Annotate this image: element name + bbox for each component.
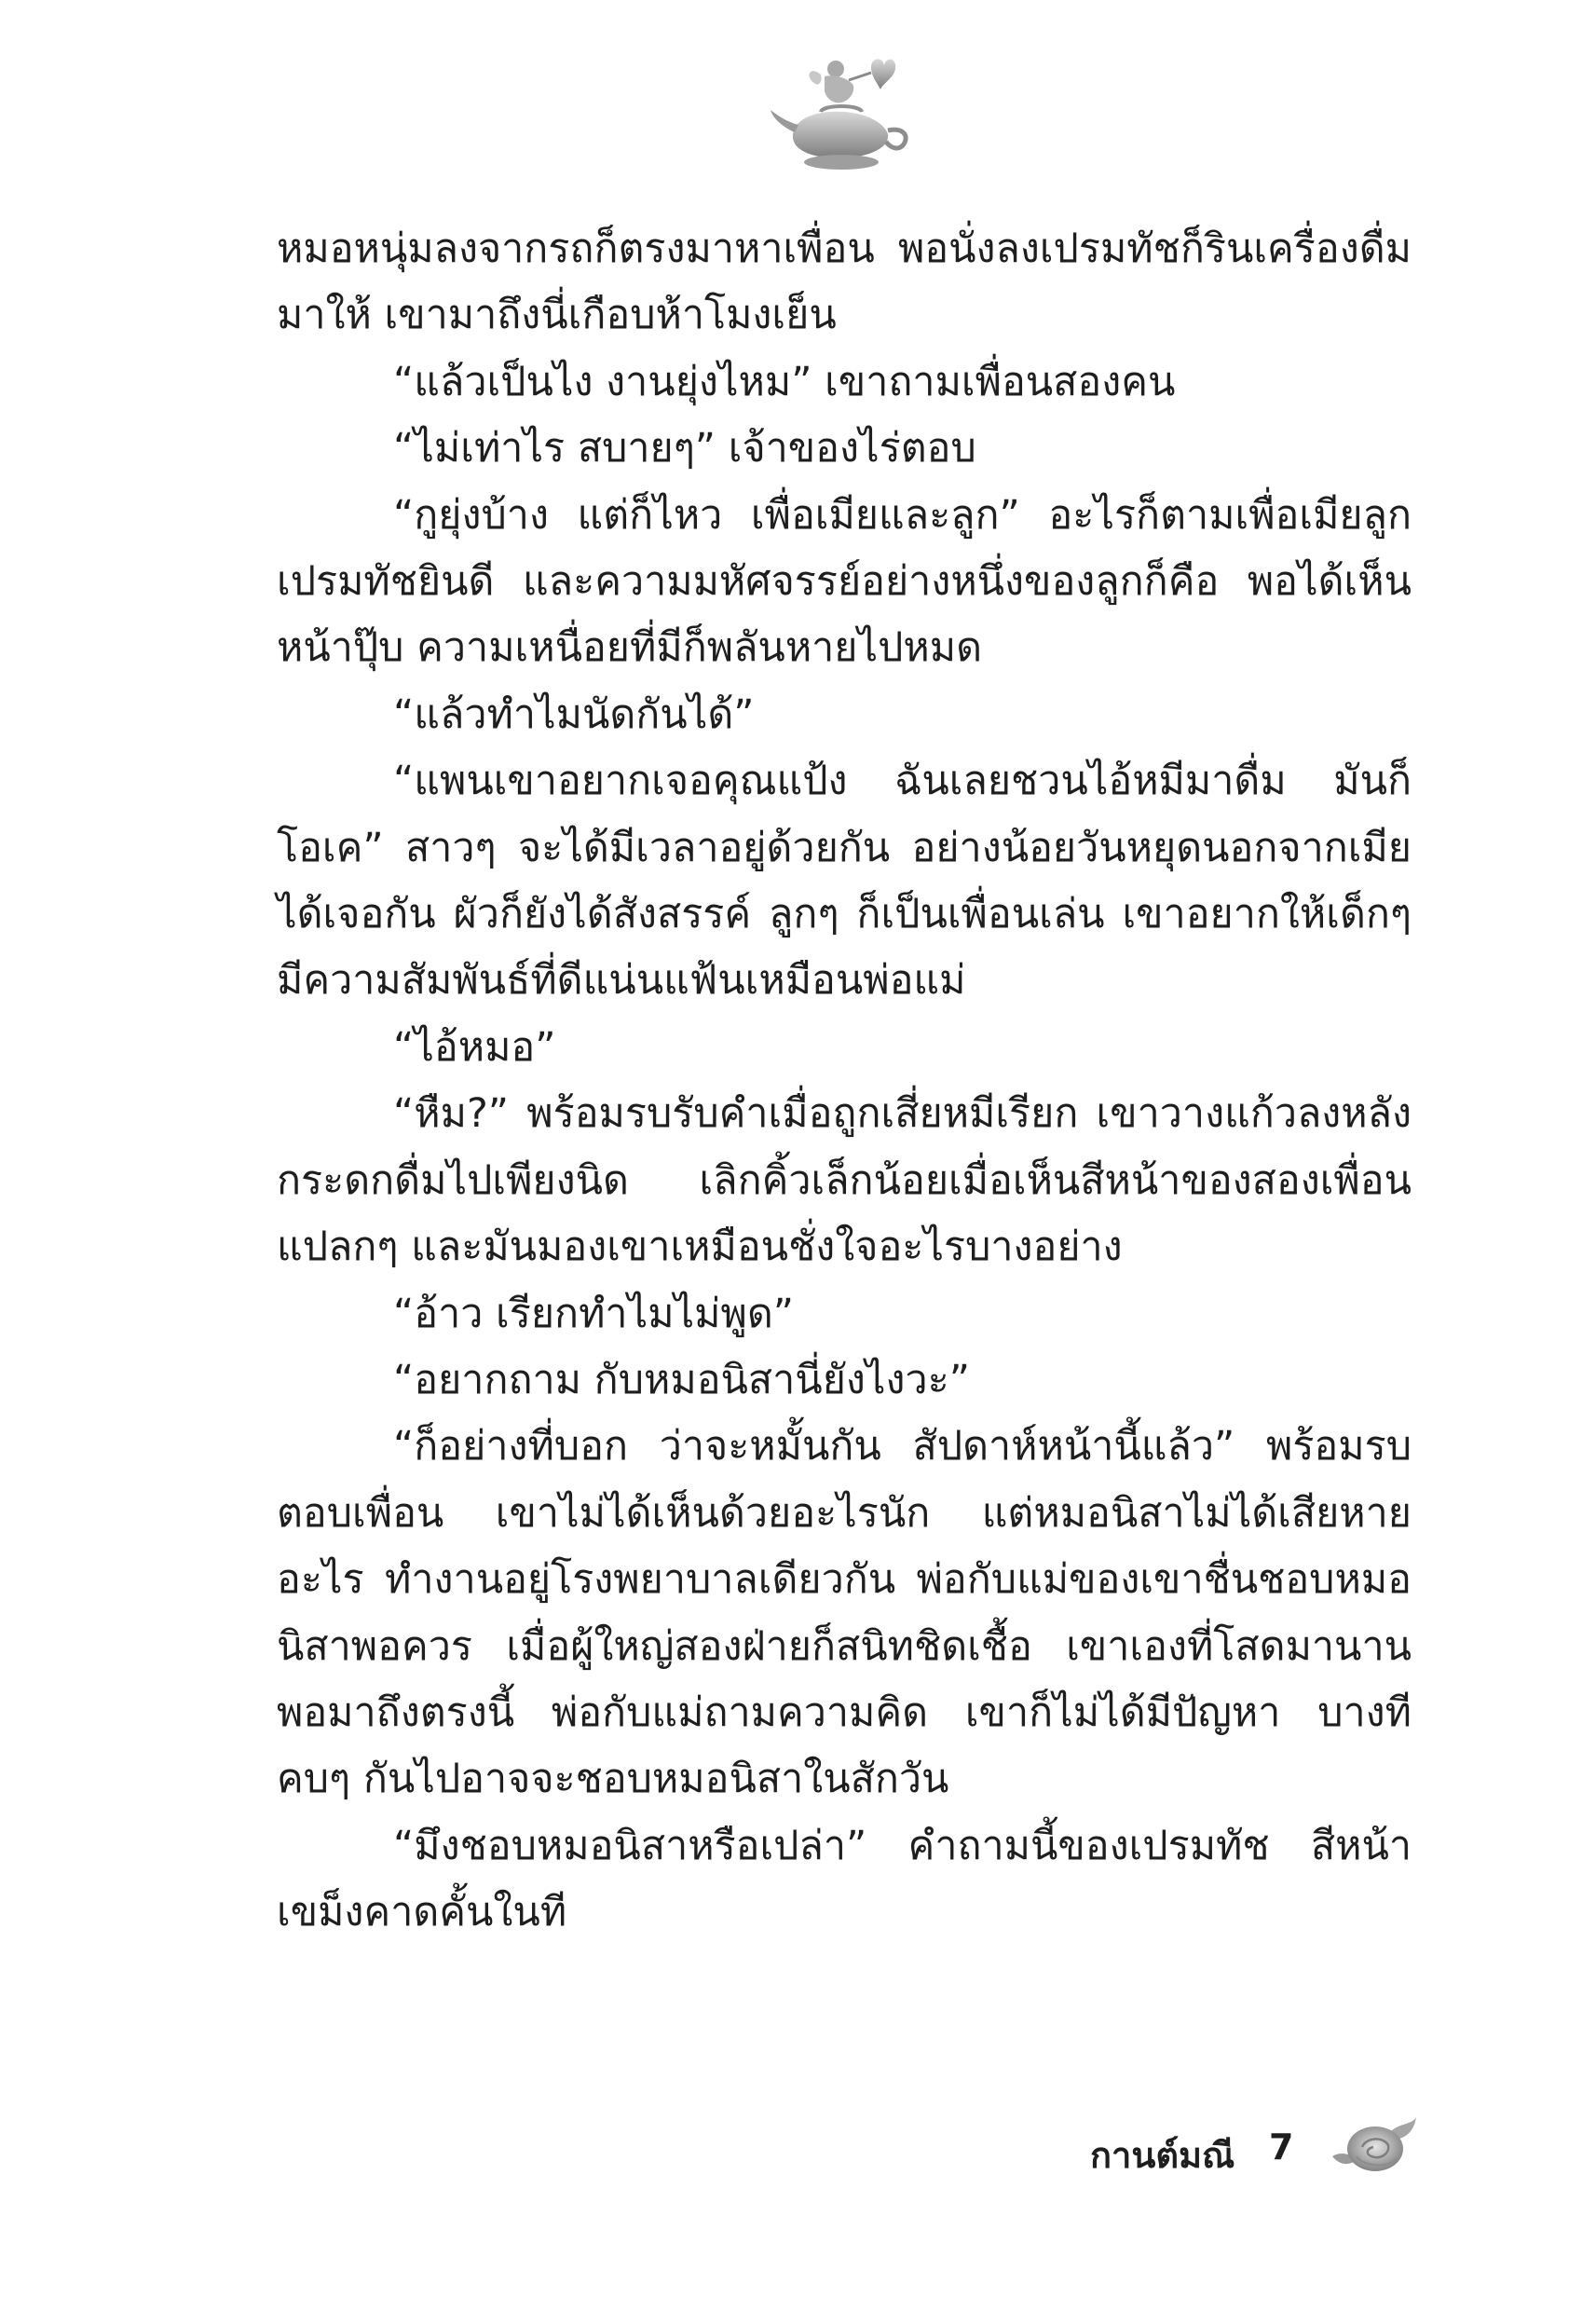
rose-ornament-icon — [1329, 2113, 1418, 2179]
paragraph: “อ้าว เรียกทำไมไม่พูด” — [393, 1290, 795, 1337]
body-text — [277, 216, 1412, 1947]
paragraph: “หืม?” พร้อมรบรับคำเมื่อถูกเสี่ยหมีเรียก เขาวางแก้วลงหลังกระดกดื่มไปเพียงนิด เลิกคิ้วเล็กน้อยเมื่อเห็นสีหน้าของสองเพื่อนแปลกๆ และมันมองเขาเหมือนชั่งใจอะไรบางอย่าง — [277, 1090, 1412, 1271]
paragraph: “กูยุ่งบ้าง แต่ก็ไหว เพื่อเมียและลูก” อะไรก็ตามเพื่อเมียลูก เปรมทัชยินดี และความมหัศจรรย์อย่างหนึ่งของลูกก็คือ พอได้เห็นหน้าปุ๊บ ความเหนื่อยที่มีก็พลันหายไปหมด — [277, 491, 1412, 672]
author-name: กานต์มณี — [1090, 2135, 1235, 2176]
teapot-cupid-ornament-icon — [767, 48, 916, 177]
paragraph: “ก็อย่างที่บอก ว่าจะหมั้นกัน สัปดาห์หน้านี้แล้ว” พร้อมรบตอบเพื่อน เขาไม่ได้เห็นด้วยอะไรนัก แต่หมอนิสาไม่ได้เสียหายอะไร ทำงานอยู่โรงพยาบาลเดียวกัน พ่อกับแม่ของเขาชื่นชอบหมอนิสาพอควร เมื่อผู้ใหญ่สองฝ่ายก็สนิทชิดเชื้อ เขาเองที่โสดมานาน พอมาถึงตรงนี้ พ่อกับแม่ถามความคิด เขาก็ไม่ได้มีปัญหา บางทีคบๆ กันไปอาจจะชอบหมอนิสาในสักวัน — [277, 1423, 1412, 1803]
paragraph: “ไม่เท่าไร สบายๆ” เจ้าของไร่ตอบ — [393, 425, 976, 472]
paragraph: “แล้วทำไมนัดกันได้” — [393, 691, 755, 738]
paragraph: หมอหนุ่มลงจากรถก็ตรงมาหาเพื่อน พอนั่งลงเปรมทัชก็รินเครื่องดื่มมาให้ เขามาถึงนี่เกือบห้าโมงเย็น — [277, 226, 1412, 339]
page-footer — [1090, 2113, 1444, 2179]
page-number: 7 — [1269, 2126, 1294, 2167]
paragraph: “แล้วเป็นไง งานยุ่งไหม” เขาถามเพื่อนสองคน — [393, 358, 1176, 405]
paragraph: “มึงชอบหมอนิสาหรือเปล่า” คำถามนี้ของเปรมทัช สีหน้าเขม็งคาดคั้นในที — [277, 1822, 1412, 1936]
paragraph: “ไอ้หมอ” — [393, 1023, 556, 1071]
paragraph: “แพนเขาอยากเจอคุณแป้ง ฉันเลยชวนไอ้หมีมาดื่ม มันก็โอเค” สาวๆ จะได้มีเวลาอยู่ด้วยกัน อย่างน้อยวันหยุดนอกจากเมียได้เจอกัน ผัวก็ยังได้สังสรรค์ ลูกๆ ก็เป็นเพื่อนเล่น เขาอยากให้เด็กๆ มีความสัมพันธ์ที่ดีแน่นแฟ้นเหมือนพ่อแม่ — [277, 758, 1412, 1005]
paragraph: “อยากถาม กับหมอนิสานี่ยังไงวะ” — [393, 1356, 971, 1403]
